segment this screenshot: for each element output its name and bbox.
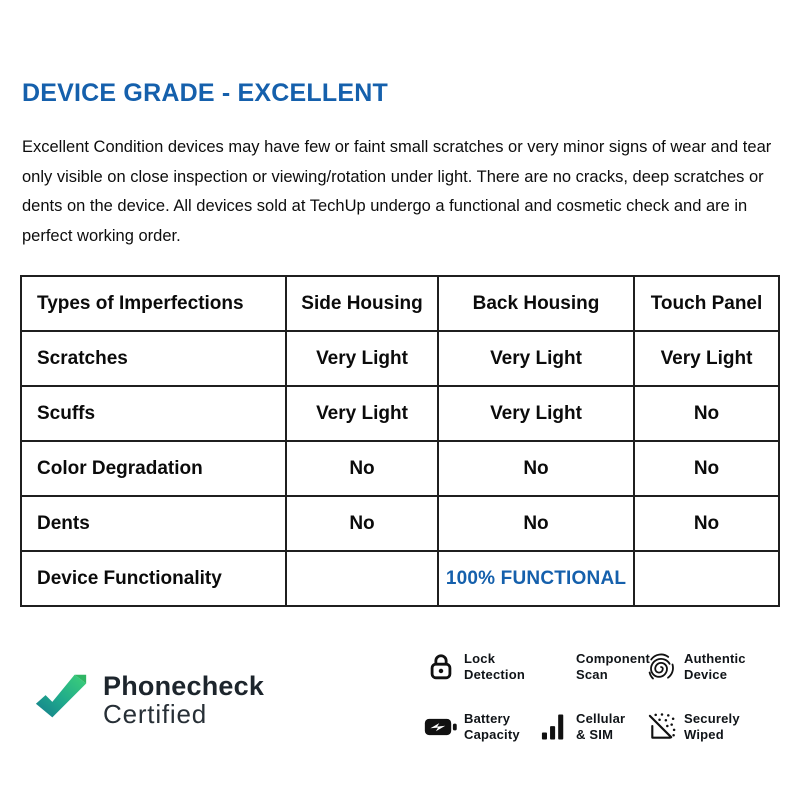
fingerprint-icon	[644, 648, 678, 686]
table-row	[21, 496, 779, 551]
feature-label-line2: Scan	[576, 667, 608, 682]
feature-battery-capacity	[424, 705, 536, 749]
feature-lock-detection	[424, 645, 536, 689]
row-label: Scuffs	[21, 386, 286, 441]
feature-component-scan	[536, 645, 651, 689]
feature-label-line1: Lock	[464, 651, 496, 666]
phonecheck-logo	[33, 669, 264, 732]
wipe-icon	[644, 708, 678, 746]
feature-label-line2: Device	[684, 667, 728, 682]
certification-features	[424, 645, 776, 749]
feature-label-line1: Authentic	[684, 651, 746, 666]
battery-icon	[424, 708, 458, 746]
feature-label-line1: Cellular	[576, 711, 626, 726]
cell-value: Very Light	[438, 386, 634, 441]
cell-value: Very Light	[634, 331, 779, 386]
certification-footer	[0, 641, 800, 749]
component-scan-icon	[536, 648, 570, 686]
grade-description: Excellent Condition devices may have few or faint small scratches or very minor signs of wear and tear only visible on close inspection or viewing/rotation under light. There are no cracks, deep scratches or dents on the device. All devices sold at TechUp undergo a functional and cosmetic check and are in perfect working order.	[22, 138, 772, 245]
row-label: Device Functionality	[21, 551, 286, 606]
feature-label	[576, 711, 625, 743]
feature-securely-wiped	[644, 705, 776, 749]
signal-bars-icon	[536, 708, 570, 746]
header-back-housing: Back Housing	[438, 276, 634, 331]
feature-label	[684, 651, 746, 683]
feature-cellular-sim	[536, 705, 644, 749]
functional-status: 100% FUNCTIONAL	[438, 551, 634, 606]
page-title: DEVICE GRADE - EXCELLENT	[22, 79, 388, 107]
feature-label-line1: Battery	[464, 711, 511, 726]
cell-value: No	[286, 496, 438, 551]
cell-value: Very Light	[286, 386, 438, 441]
table-row	[21, 386, 779, 441]
row-label: Dents	[21, 496, 286, 551]
feature-label-line2: & SIM	[576, 727, 614, 742]
table-header-row	[21, 276, 779, 331]
cell-value: No	[634, 441, 779, 496]
cell-value: No	[634, 496, 779, 551]
header-types-of-imperfections: Types of Imperfections	[21, 276, 286, 331]
feature-label-line1: Securely	[684, 711, 740, 726]
lock-icon	[424, 648, 458, 686]
phonecheck-logo-subtitle: Certified	[103, 699, 208, 729]
feature-label	[464, 711, 520, 743]
phonecheck-check-icon	[33, 669, 91, 732]
imperfections-table	[20, 275, 780, 607]
cell-value: Very Light	[438, 331, 634, 386]
row-label: Scratches	[21, 331, 286, 386]
table-row	[21, 331, 779, 386]
cell-value	[286, 551, 438, 606]
feature-label-line1: Component	[576, 651, 651, 666]
feature-label-line2: Detection	[464, 667, 526, 682]
feature-label-line2: Capacity	[464, 727, 520, 742]
feature-label	[464, 651, 525, 683]
table-row	[21, 551, 779, 606]
header-side-housing: Side Housing	[286, 276, 438, 331]
feature-label-line2: Wiped	[684, 727, 724, 742]
cell-value: No	[286, 441, 438, 496]
table-row	[21, 441, 779, 496]
cell-value: No	[438, 496, 634, 551]
feature-authentic-device	[644, 645, 776, 689]
cell-value	[634, 551, 779, 606]
phonecheck-logo-text	[103, 672, 264, 729]
phonecheck-logo-name: Phonecheck	[103, 671, 265, 701]
header-touch-panel: Touch Panel	[634, 276, 779, 331]
cell-value: No	[438, 441, 634, 496]
cell-value: Very Light	[286, 331, 438, 386]
cell-value: No	[634, 386, 779, 441]
row-label: Color Degradation	[21, 441, 286, 496]
feature-label	[576, 651, 650, 683]
feature-label	[684, 711, 740, 743]
